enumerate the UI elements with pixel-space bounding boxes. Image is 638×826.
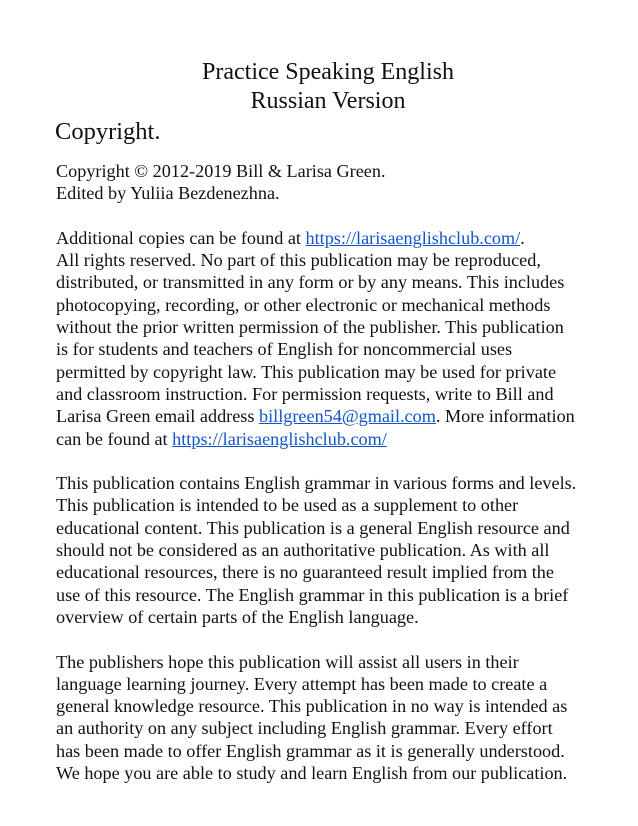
text-span: Additional copies can be found at xyxy=(56,227,306,248)
text-span: Larisa Green email address xyxy=(56,406,260,427)
paragraph-1-line: distributed, or transmitted in any form or by any means. This includes xyxy=(56,272,565,293)
paragraph-1-line xyxy=(56,405,616,427)
website-link[interactable]: https://larisaenglishclub.com/ xyxy=(305,227,521,248)
paragraph-spacer xyxy=(56,450,616,472)
paragraph-3-line: We hope you are able to study and learn English from our publication. xyxy=(56,763,568,784)
paragraph-2-line: educational content. This publication is a general English resource and xyxy=(56,517,570,538)
paragraph-1-line: All rights reserved. No part of this publication may be reproduced, xyxy=(56,250,541,271)
text-span: can be found at xyxy=(56,428,173,449)
section-heading: Copyright. xyxy=(55,118,161,145)
document-body xyxy=(56,160,616,784)
paragraph-2-line: educational resources, there is no guaranteed result implied from the xyxy=(56,562,554,583)
title-line-1: Practice Speaking English xyxy=(202,59,454,85)
paragraph-2-line: should not be considered as an authoritative publication. As with all xyxy=(56,540,550,561)
paragraph-spacer xyxy=(56,205,616,227)
copyright-line: Copyright © 2012-2019 Bill & Larisa Green. xyxy=(56,161,386,181)
paragraph-1-line: without the prior written permission of the publisher. This publication xyxy=(56,317,564,338)
paragraph-3-line: general knowledge resource. This publication in no way is intended as xyxy=(56,696,568,717)
paragraph-1-line: permitted by copyright law. This publication may be used for private xyxy=(56,361,557,382)
paragraph-1-line xyxy=(56,227,616,249)
paragraph-3-line: The publishers hope this publication will assist all users in their xyxy=(56,651,519,672)
paragraph-3-line: has been made to offer English grammar as it is generally understood. xyxy=(56,740,565,761)
paragraph-2-line: use of this resource. The English grammar in this publication is a brief xyxy=(56,584,569,605)
paragraph-1-line: is for students and teachers of English for noncommercial uses xyxy=(56,339,513,360)
paragraph-3-line: language learning journey. Every attempt has been made to create a xyxy=(56,673,548,694)
paragraph-3-line: an authority on any subject including English grammar. Every effort xyxy=(56,718,553,739)
paragraph-2-line: overview of certain parts of the English language. xyxy=(56,606,419,627)
document-title xyxy=(0,58,638,116)
paragraph-1-line: photocopying, recording, or other electronic or mechanical methods xyxy=(56,294,551,315)
paragraph-1-line: and classroom instruction. For permission requests, write to Bill and xyxy=(56,383,554,404)
editor-line: Edited by Yuliia Bezdenezhna. xyxy=(56,183,280,204)
paragraph-2-line: This publication is intended to be used as a supplement to other xyxy=(56,495,519,516)
paragraph-1-line xyxy=(56,428,616,450)
text-span: . xyxy=(520,227,525,248)
email-link[interactable]: billgreen54@gmail.com xyxy=(259,406,436,427)
text-span: . More information xyxy=(435,406,575,427)
website-link[interactable]: https://larisaenglishclub.com/ xyxy=(172,428,387,449)
paragraph-spacer xyxy=(56,628,616,650)
paragraph-2-line: This publication contains English grammar in various forms and levels. xyxy=(56,473,577,494)
title-line-2: Russian Version xyxy=(250,88,406,114)
